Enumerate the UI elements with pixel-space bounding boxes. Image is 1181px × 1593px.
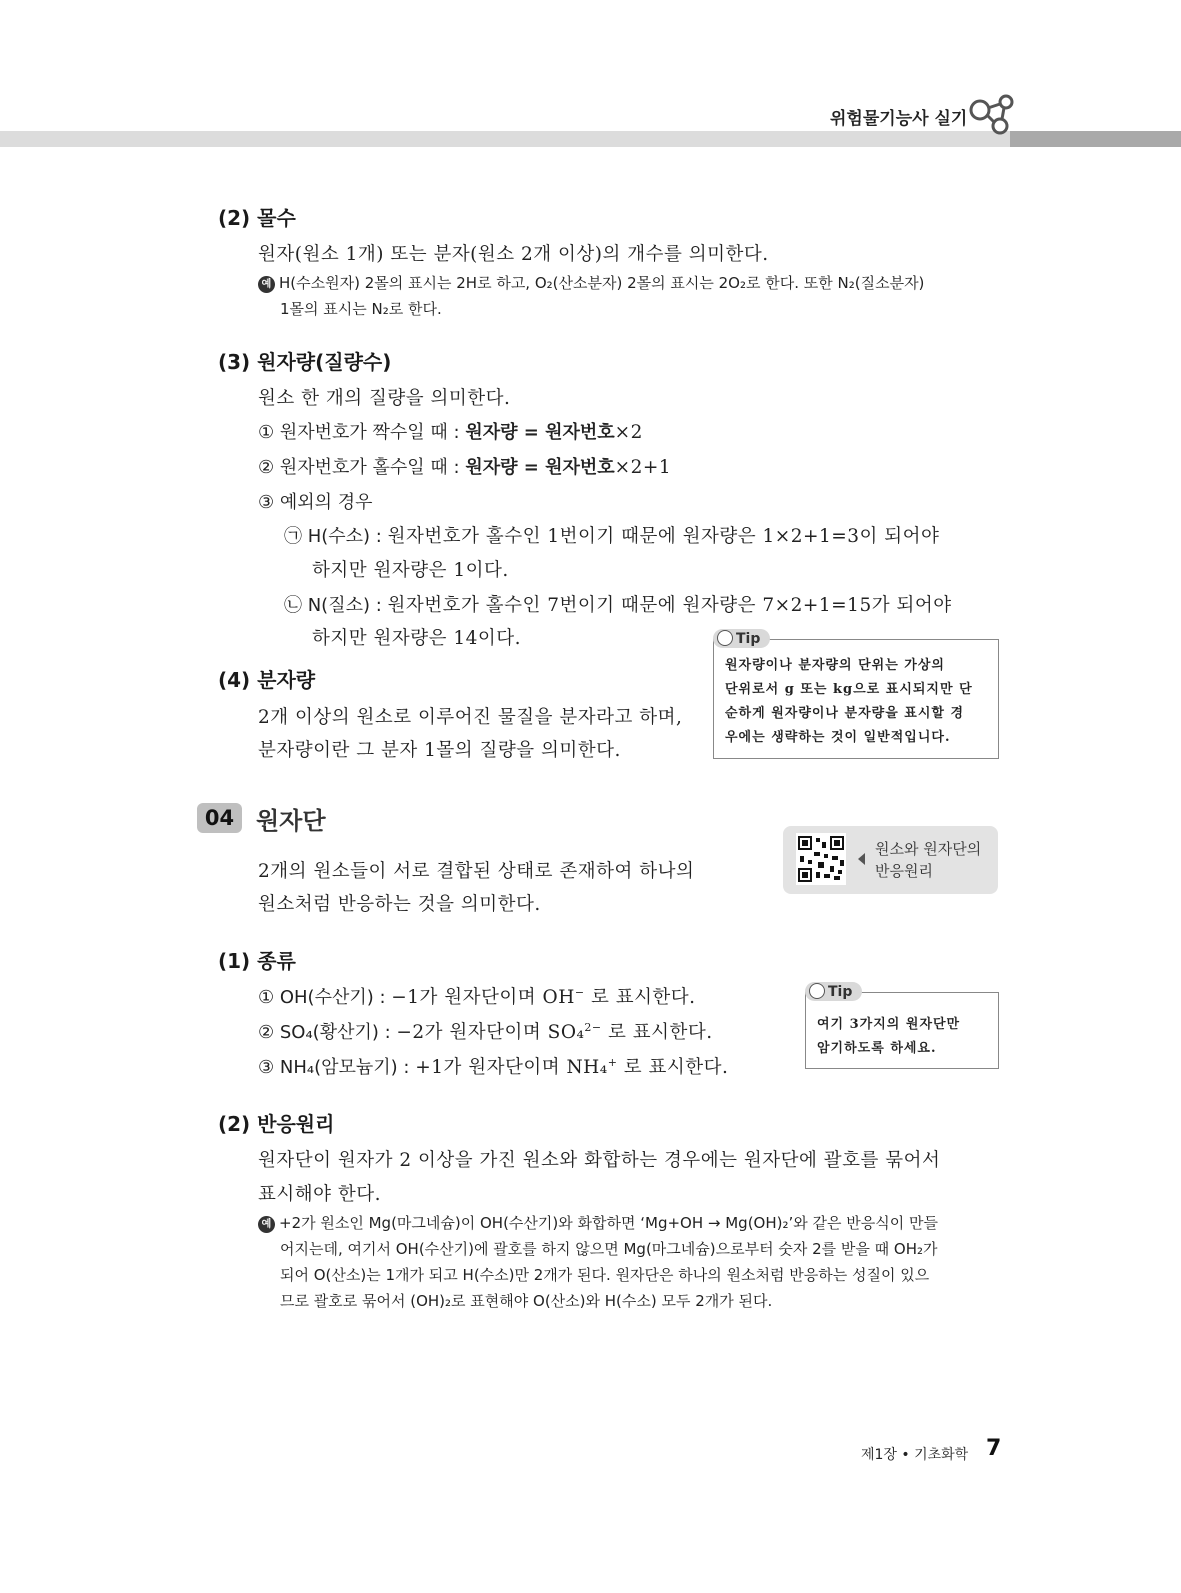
- lightbulb-icon: [717, 630, 733, 646]
- heading-types: (1) 종류: [218, 949, 296, 973]
- qr-code-icon[interactable]: [796, 833, 846, 885]
- tip-label: [805, 982, 862, 1001]
- example-line: 므로 괄호로 묶어서 (OH)₂로 표현해야 O(산소)와 H(수소) 모두 2개가 된다.: [280, 1292, 773, 1310]
- tip-box-memorize: [805, 992, 999, 1069]
- example-badge: 예: [258, 276, 275, 293]
- exception-label: ㉡ N(질소) :: [284, 595, 388, 616]
- tip-line: 여기 3가지의 원자단만: [817, 1017, 961, 1032]
- radical-label: ② SO₄(황산기) :: [258, 1022, 397, 1043]
- atomic-mass-description: 원소 한 개의 질량을 의미한다.: [258, 388, 511, 409]
- exception-text: 원자번호가 홀수인 1번이기 때문에 원자량은 1×2+1=3이 되어야: [387, 526, 940, 547]
- rule-multiplier: ×2: [614, 422, 643, 443]
- header-bar-accent: [1010, 131, 1181, 147]
- rule-formula: 원자량 = 원자번호: [465, 457, 615, 478]
- example-badge: 예: [258, 1216, 275, 1233]
- section-title: 원자단: [256, 807, 326, 835]
- exception-hydrogen-cont: 하지만 원자량은 1이다.: [312, 560, 509, 581]
- example-line: 어지는데, 여기서 OH(수산기)에 괄호를 하지 않으면 Mg(마그네슘)으로부터 숫자 2를 받을 때 OH₂가: [280, 1240, 938, 1258]
- tip-box-units: [713, 639, 999, 759]
- radical-hydroxyl: [258, 983, 696, 1009]
- example-line: H(수소원자) 2몰의 표시는 2H로 하고, O₂(산소분자) 2몰의 표시는 2O₂로 한다. 또한 N₂(질소분자): [279, 274, 925, 292]
- example-line: 1몰의 표시는 N₂로 한다.: [280, 300, 442, 318]
- rule-multiplier: ×2+1: [614, 457, 672, 478]
- tip-line: 원자량이나 분자량의 단위는 가상의: [725, 658, 945, 673]
- heading-reaction-principle: (2) 반응원리: [218, 1112, 335, 1136]
- qr-caption-line: 원소와 원자단의: [875, 840, 982, 858]
- reaction-description-line: 원자단이 원자가 2 이상을 가진 원소와 화합하는 경우에는 원자단에 괄호를 묶어서: [258, 1150, 941, 1171]
- section-description-line: 2개의 원소들이 서로 결합된 상태로 존재하여 하나의: [258, 861, 695, 882]
- exception-text: 원자번호가 홀수인 7번이기 때문에 원자량은 7×2+1=15가 되어야: [387, 595, 952, 616]
- rule-even: [258, 418, 643, 444]
- reaction-example: [258, 1210, 1003, 1314]
- tip-line: 순하게 원자량이나 분자량을 표시할 경: [725, 706, 965, 721]
- book-title: 위험물기능사 실기: [830, 109, 968, 129]
- radical-label: ③ NH₄(암모늄기) :: [258, 1057, 416, 1078]
- page-number: 7: [986, 1436, 1002, 1461]
- rule-label: ① 원자번호가 짝수일 때 :: [258, 422, 466, 443]
- rule-odd: [258, 453, 671, 479]
- reaction-description-line: 표시해야 한다.: [258, 1184, 381, 1205]
- exception-nitrogen: [284, 591, 952, 617]
- mole-count-example: [258, 270, 1003, 322]
- rule-label: ② 원자번호가 홀수일 때 :: [258, 457, 466, 478]
- molecule-icon: [968, 94, 1018, 136]
- tip-label: [713, 629, 770, 648]
- molecular-mass-line: 분자량이란 그 분자 1몰의 질량을 의미한다.: [258, 740, 621, 761]
- radical-text-end: 로 표시한다.: [601, 1022, 713, 1043]
- radical-text: −1가 원자단이며 OH: [391, 987, 575, 1008]
- tip-line: 암기하도록 하세요.: [817, 1041, 937, 1056]
- heading-atomic-mass: (3) 원자량(질량수): [218, 350, 392, 374]
- radical-ammonium: [258, 1053, 728, 1079]
- molecular-mass-line: 2개 이상의 원소로 이루어진 물질을 분자라고 하며,: [258, 707, 683, 728]
- lightbulb-icon: [809, 983, 825, 999]
- qr-caption: [875, 838, 981, 882]
- tip-line: 단위로서 g 또는 kg으로 표시되지만 단: [725, 682, 973, 697]
- example-line: 되어 O(산소)는 1개가 되고 H(수소)만 2개가 된다. 원자단은 하나의 원소처럼 반응하는 성질이 있으: [280, 1266, 930, 1284]
- radical-sulfate: [258, 1018, 713, 1044]
- section-number: 04: [197, 803, 242, 833]
- radical-label: ① OH(수산기) :: [258, 987, 392, 1008]
- radical-charge: 2−: [584, 1021, 602, 1034]
- radical-charge: −: [574, 986, 585, 999]
- mole-count-description: 원자(원소 1개) 또는 분자(원소 2개 이상)의 개수를 의미한다.: [258, 244, 769, 265]
- radical-text-end: 로 표시한다.: [617, 1057, 729, 1078]
- heading-molecular-mass: (4) 분자량: [218, 668, 316, 692]
- exception-hydrogen: [284, 522, 939, 548]
- tip-line: 우에는 생략하는 것이 일반적입니다.: [725, 730, 951, 745]
- radical-text-end: 로 표시한다.: [584, 987, 696, 1008]
- exception-label: ㉠ H(수소) :: [284, 526, 388, 547]
- rule-formula: 원자량 = 원자번호: [465, 422, 615, 443]
- radical-charge: +: [607, 1056, 618, 1069]
- heading-mole-count: (2) 몰수: [218, 206, 296, 230]
- section-description-line: 원소처럼 반응하는 것을 의미한다.: [258, 894, 541, 915]
- radical-text: +1가 원자단이며 NH₄: [415, 1057, 608, 1078]
- rule-exceptions: ③ 예외의 경우: [258, 492, 373, 513]
- tip-label-text: Tip: [828, 984, 853, 1000]
- qr-caption-line: 반응원리: [875, 862, 933, 880]
- radical-text: −2가 원자단이며 SO₄: [396, 1022, 585, 1043]
- example-line: +2가 원소인 Mg(마그네슘)이 OH(수산기)와 화합하면 ‘Mg+OH → Mg(OH)₂’와 같은 반응식이 만들: [279, 1214, 938, 1232]
- exception-nitrogen-cont: 하지만 원자량은 14이다.: [312, 628, 522, 649]
- pointer-arrow-icon: [858, 853, 865, 865]
- tip-label-text: Tip: [736, 631, 761, 647]
- footer-chapter: 제1장 • 기초화학: [861, 1447, 969, 1463]
